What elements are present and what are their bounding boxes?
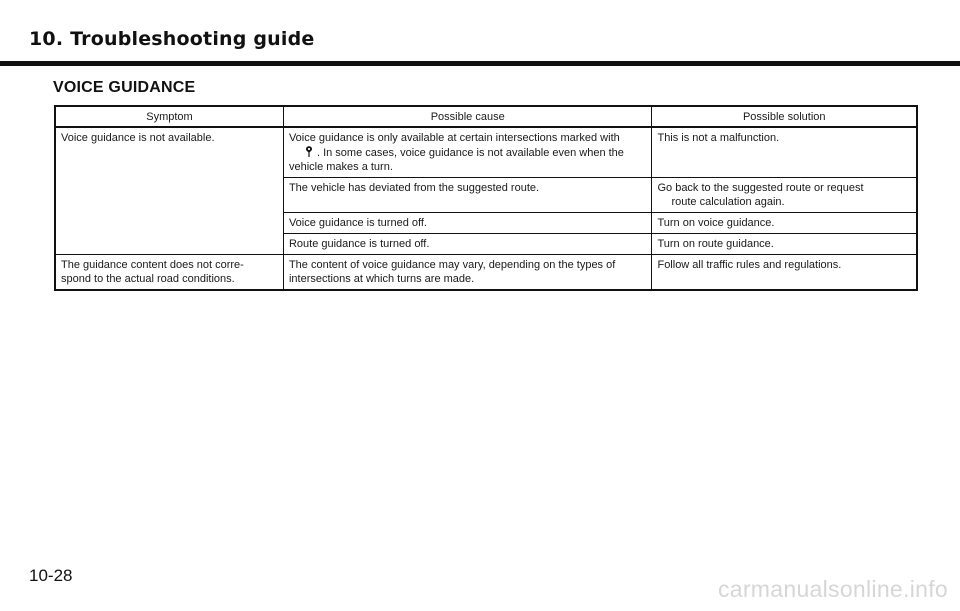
solution-text: Go back to the suggested route or request: [657, 182, 864, 194]
solution-cell: Follow all traffic rules and regulations.: [652, 255, 917, 291]
solution-text-continued: route calculation again.: [671, 196, 785, 208]
page-number: 10-28: [29, 566, 73, 585]
cause-cell: [283, 127, 652, 178]
solution-cell: Turn on route guidance.: [652, 234, 917, 255]
chapter-title: 10. Troubleshooting guide: [29, 28, 315, 50]
column-header-solution: Possible solution: [652, 106, 917, 127]
watermark: carmanualsonline.info: [717, 576, 948, 602]
symptom-cell: Voice guidance is not available.: [55, 127, 283, 255]
symptom-cell: [55, 255, 283, 291]
cause-cell: The vehicle has deviated from the suggested route.: [283, 178, 652, 213]
table-row: [55, 255, 917, 291]
cause-text: The content of voice guidance may vary, depending on the types of: [288, 259, 616, 271]
solution-cell: This is not a malfunction.: [652, 127, 917, 178]
cause-cell: Voice guidance is turned off.: [283, 213, 652, 234]
table-row: [55, 127, 917, 178]
solution-cell: Turn on voice guidance.: [652, 213, 917, 234]
column-header-cause: Possible cause: [283, 106, 652, 127]
solution-cell: [652, 178, 917, 213]
symptom-text-continued: spond to the actual road conditions.: [61, 273, 235, 285]
turn-guidance-icon: [303, 145, 315, 158]
section-title: VOICE GUIDANCE: [53, 79, 196, 96]
cause-text-continued: [289, 145, 647, 160]
header-rule: [0, 61, 960, 66]
cause-cell: [283, 255, 652, 291]
cause-cell: Route guidance is turned off.: [283, 234, 652, 255]
cause-text-continued: intersections at which turns are made.: [288, 273, 475, 285]
symptom-text: The guidance content does not corre-: [61, 259, 244, 271]
cause-text-part2: . In some cases, voice guidance is not available even when the: [316, 147, 624, 159]
cause-text-part3: vehicle makes a turn.: [288, 161, 393, 173]
table-header-row: [55, 106, 917, 127]
column-header-symptom: Symptom: [55, 106, 283, 127]
troubleshooting-table: [54, 105, 918, 291]
cause-text: Voice guidance is only available at certain intersections marked with: [288, 132, 620, 144]
